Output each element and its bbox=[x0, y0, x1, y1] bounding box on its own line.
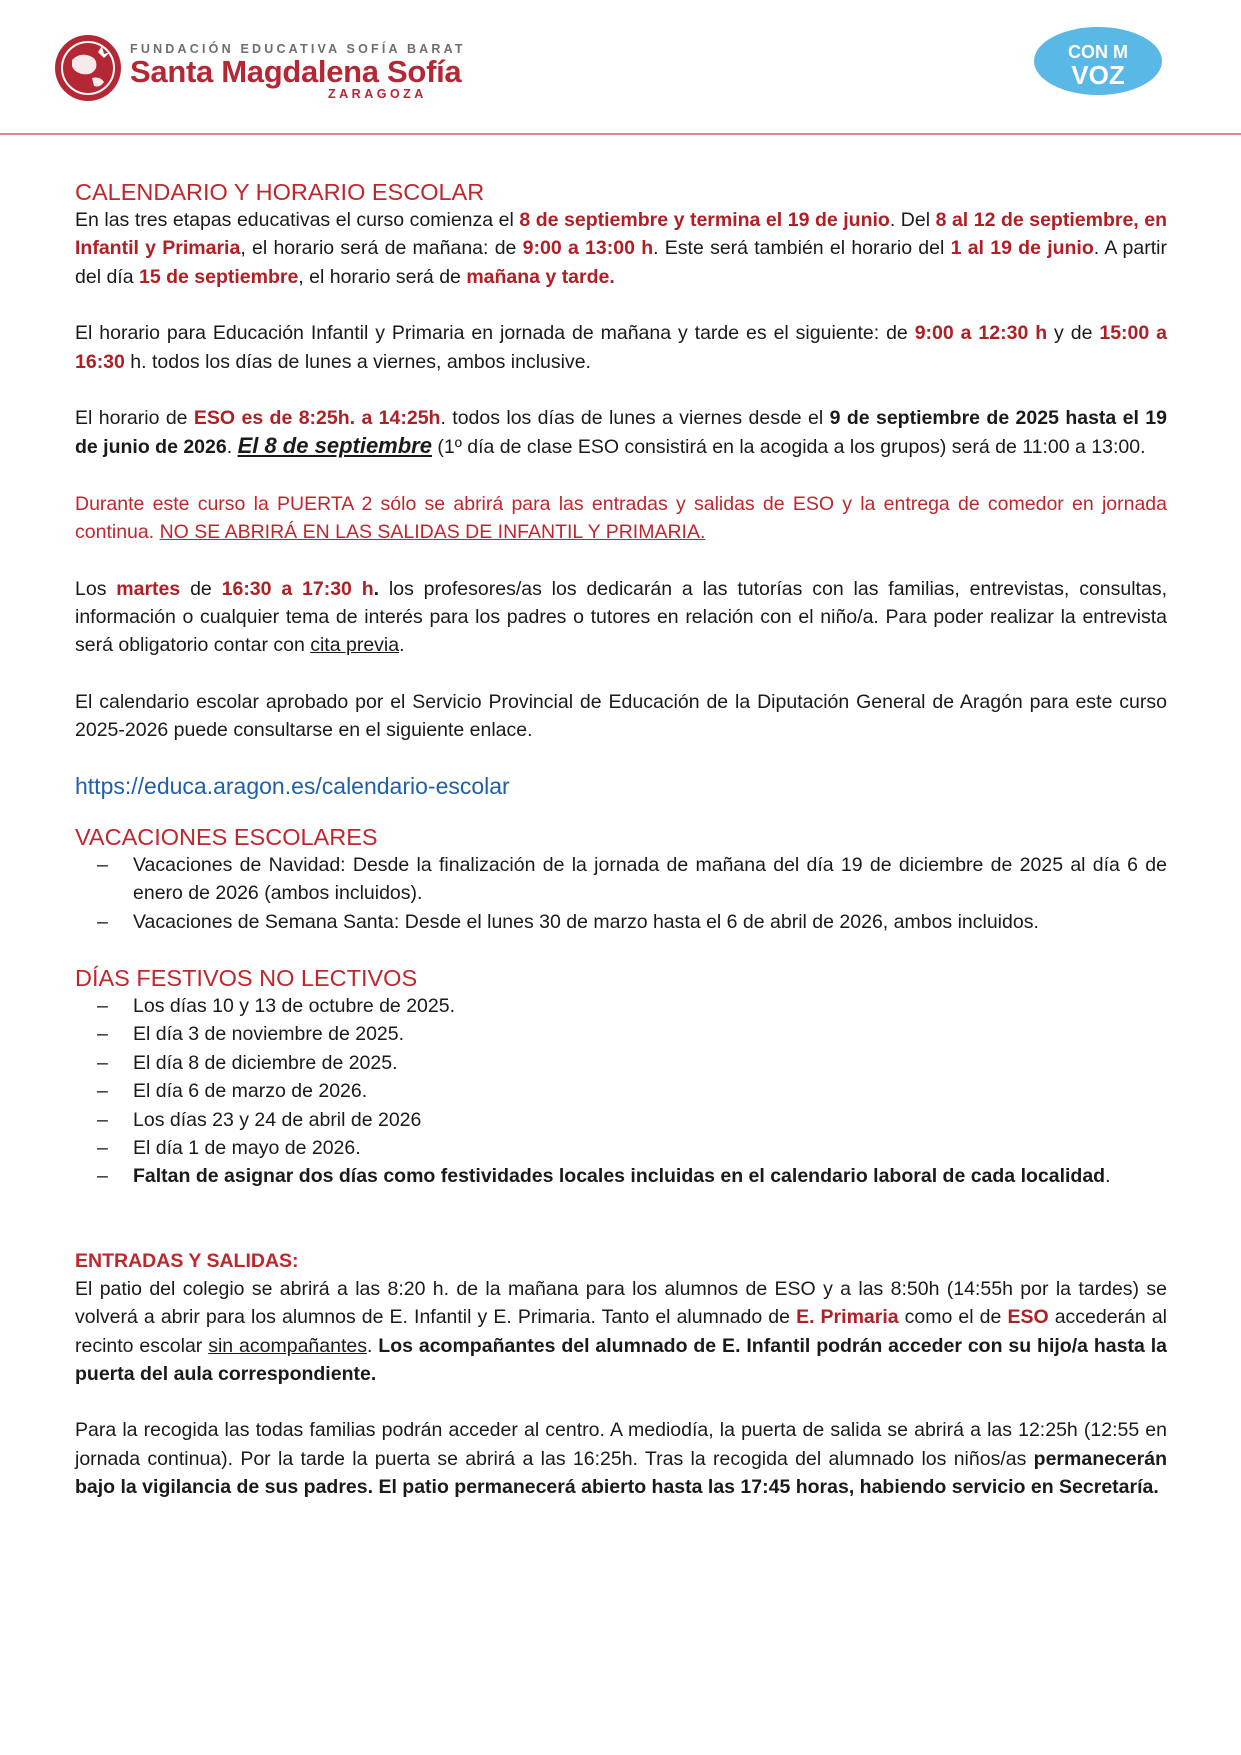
con-mi-voz-badge[interactable] bbox=[1033, 26, 1163, 96]
calendario-paragraph-1: En las tres etapas educativas el curso comienza el 8 de septiembre y termina el 19 de junio. Del 8 al 12 de septiembre, en Infantil y Primaria, el horario será de mañana: de 9:00 a 13:00 h. Este será también el horario del 1 al 19 de junio. A partir del día 15 de septiembre, el horario será de mañana y tarde. bbox=[75, 209, 1167, 288]
calendario-paragraph-6: El calendario escolar aprobado por el Servicio Provincial de Educación de la Diputación General de Aragón para este curso 2025-2026 puede consultarse en el siguiente enlace. bbox=[75, 690, 1167, 742]
list-item: – El día 6 de marzo de 2026. bbox=[75, 1077, 1167, 1105]
vacaciones-heading: VACACIONES ESCOLARES bbox=[75, 823, 378, 850]
calendario-paragraph-3: El horario de ESO es de 8:25h. a 14:25h. todos los días de lunes a viernes desde el 9 de septiembre de 2025 hasta el 19 de junio de 2026. El 8 de septiembre (1º día de clase ESO consistirá en la acogida a los grupos) será de 11:00 a 13:00. bbox=[75, 407, 1167, 459]
list-item: – Los días 10 y 13 de octubre de 2025. bbox=[75, 992, 1167, 1020]
calendario-heading: CALENDARIO Y HORARIO ESCOLAR bbox=[75, 179, 485, 205]
badge-line2: VOZ bbox=[1071, 60, 1125, 90]
logo-foundation-text: FUNDACIÓN EDUCATIVA SOFÍA BARAT bbox=[130, 42, 466, 56]
calendario-paragraph-5: Los martes de 16:30 a 17:30 h. los profesores/as los dedicarán a las tutorías con las familias, entrevistas, consultas, información o cualquier tema de interés para los padres o tutores en relación con el niño/a. Para poder realizar la entrevista será obligatorio contar con cita previa. bbox=[75, 577, 1167, 657]
list-item: – Vacaciones de Navidad: Desde la finalización de la jornada de mañana del día 19 de diciembre de 2025 al día 6 de enero de 2026 (ambos incluidos). bbox=[75, 851, 1167, 908]
calendario-link[interactable]: https://educa.aragon.es/calendario-escolar bbox=[75, 772, 510, 799]
entradas-paragraph-2: Para la recogida las todas familias podrán acceder al centro. A mediodía, la puerta de salida se abrirá a las 12:25h (12:55 en jornada continua). Por la tarde la puerta se abrirá a las 16:25h. Tras la recogida del alumnado los niños/as permanecerán bajo la vigilancia de sus padres. El patio permanecerá abierto hasta las 17:45 horas, habiendo servicio en Secretaría. bbox=[75, 1419, 1167, 1499]
document-body bbox=[75, 178, 1167, 1502]
logo-city-text: ZARAGOZA bbox=[328, 87, 427, 101]
entradas-heading: ENTRADAS Y SALIDAS: bbox=[75, 1249, 299, 1272]
globe-logo-icon bbox=[52, 32, 124, 104]
festivos-heading: DÍAS FESTIVOS NO LECTIVOS bbox=[75, 964, 418, 991]
calendario-paragraph-2: El horario para Educación Infantil y Primaria en jornada de mañana y tarde es el siguiente: de 9:00 a 12:30 h y de 15:00 a 16:30 h. todos los días de lunes a viernes, ambos inclusive. bbox=[75, 322, 1167, 373]
school-logo[interactable] bbox=[52, 32, 466, 106]
list-item: – Faltan de asignar dos días como festividades locales incluidas en el calendario laboral de cada localidad. bbox=[75, 1162, 1167, 1190]
header-divider bbox=[0, 133, 1241, 135]
logo-school-name: Santa Magdalena Sofía bbox=[130, 54, 462, 89]
list-item: – El día 1 de mayo de 2026. bbox=[75, 1134, 1167, 1162]
badge-line1: CON M bbox=[1068, 42, 1128, 62]
list-item: – El día 8 de diciembre de 2025. bbox=[75, 1049, 1167, 1077]
vacaciones-list bbox=[75, 851, 1167, 936]
list-item: – Los días 23 y 24 de abril de 2026 bbox=[75, 1106, 1167, 1134]
page-header bbox=[0, 0, 1241, 140]
festivos-list bbox=[75, 992, 1167, 1191]
entradas-paragraph-1: El patio del colegio se abrirá a las 8:20 h. de la mañana para los alumnos de ESO y a las 8:50h (14:55h por la tardes) se volverá a abrir para los alumnos de E. Infantil y E. Primaria. Tanto el alumnado de E. Primaria como el de ESO accederán al recinto escolar sin acompañantes. Los acompañantes del alumnado de E. Infantil podrán acceder con su hijo/a hasta la puerta del aula correspondiente. bbox=[75, 1277, 1167, 1385]
list-item: – El día 3 de noviembre de 2025. bbox=[75, 1020, 1167, 1048]
calendario-paragraph-4: Durante este curso la PUERTA 2 sólo se abrirá para las entradas y salidas de ESO y la entrega de comedor en jornada continua. NO SE ABRIRÁ EN LAS SALIDAS DE INFANTIL Y PRIMARIA. bbox=[75, 492, 1167, 544]
list-item: – Vacaciones de Semana Santa: Desde el lunes 30 de marzo hasta el 6 de abril de 2026, ambos incluidos. bbox=[75, 908, 1167, 936]
